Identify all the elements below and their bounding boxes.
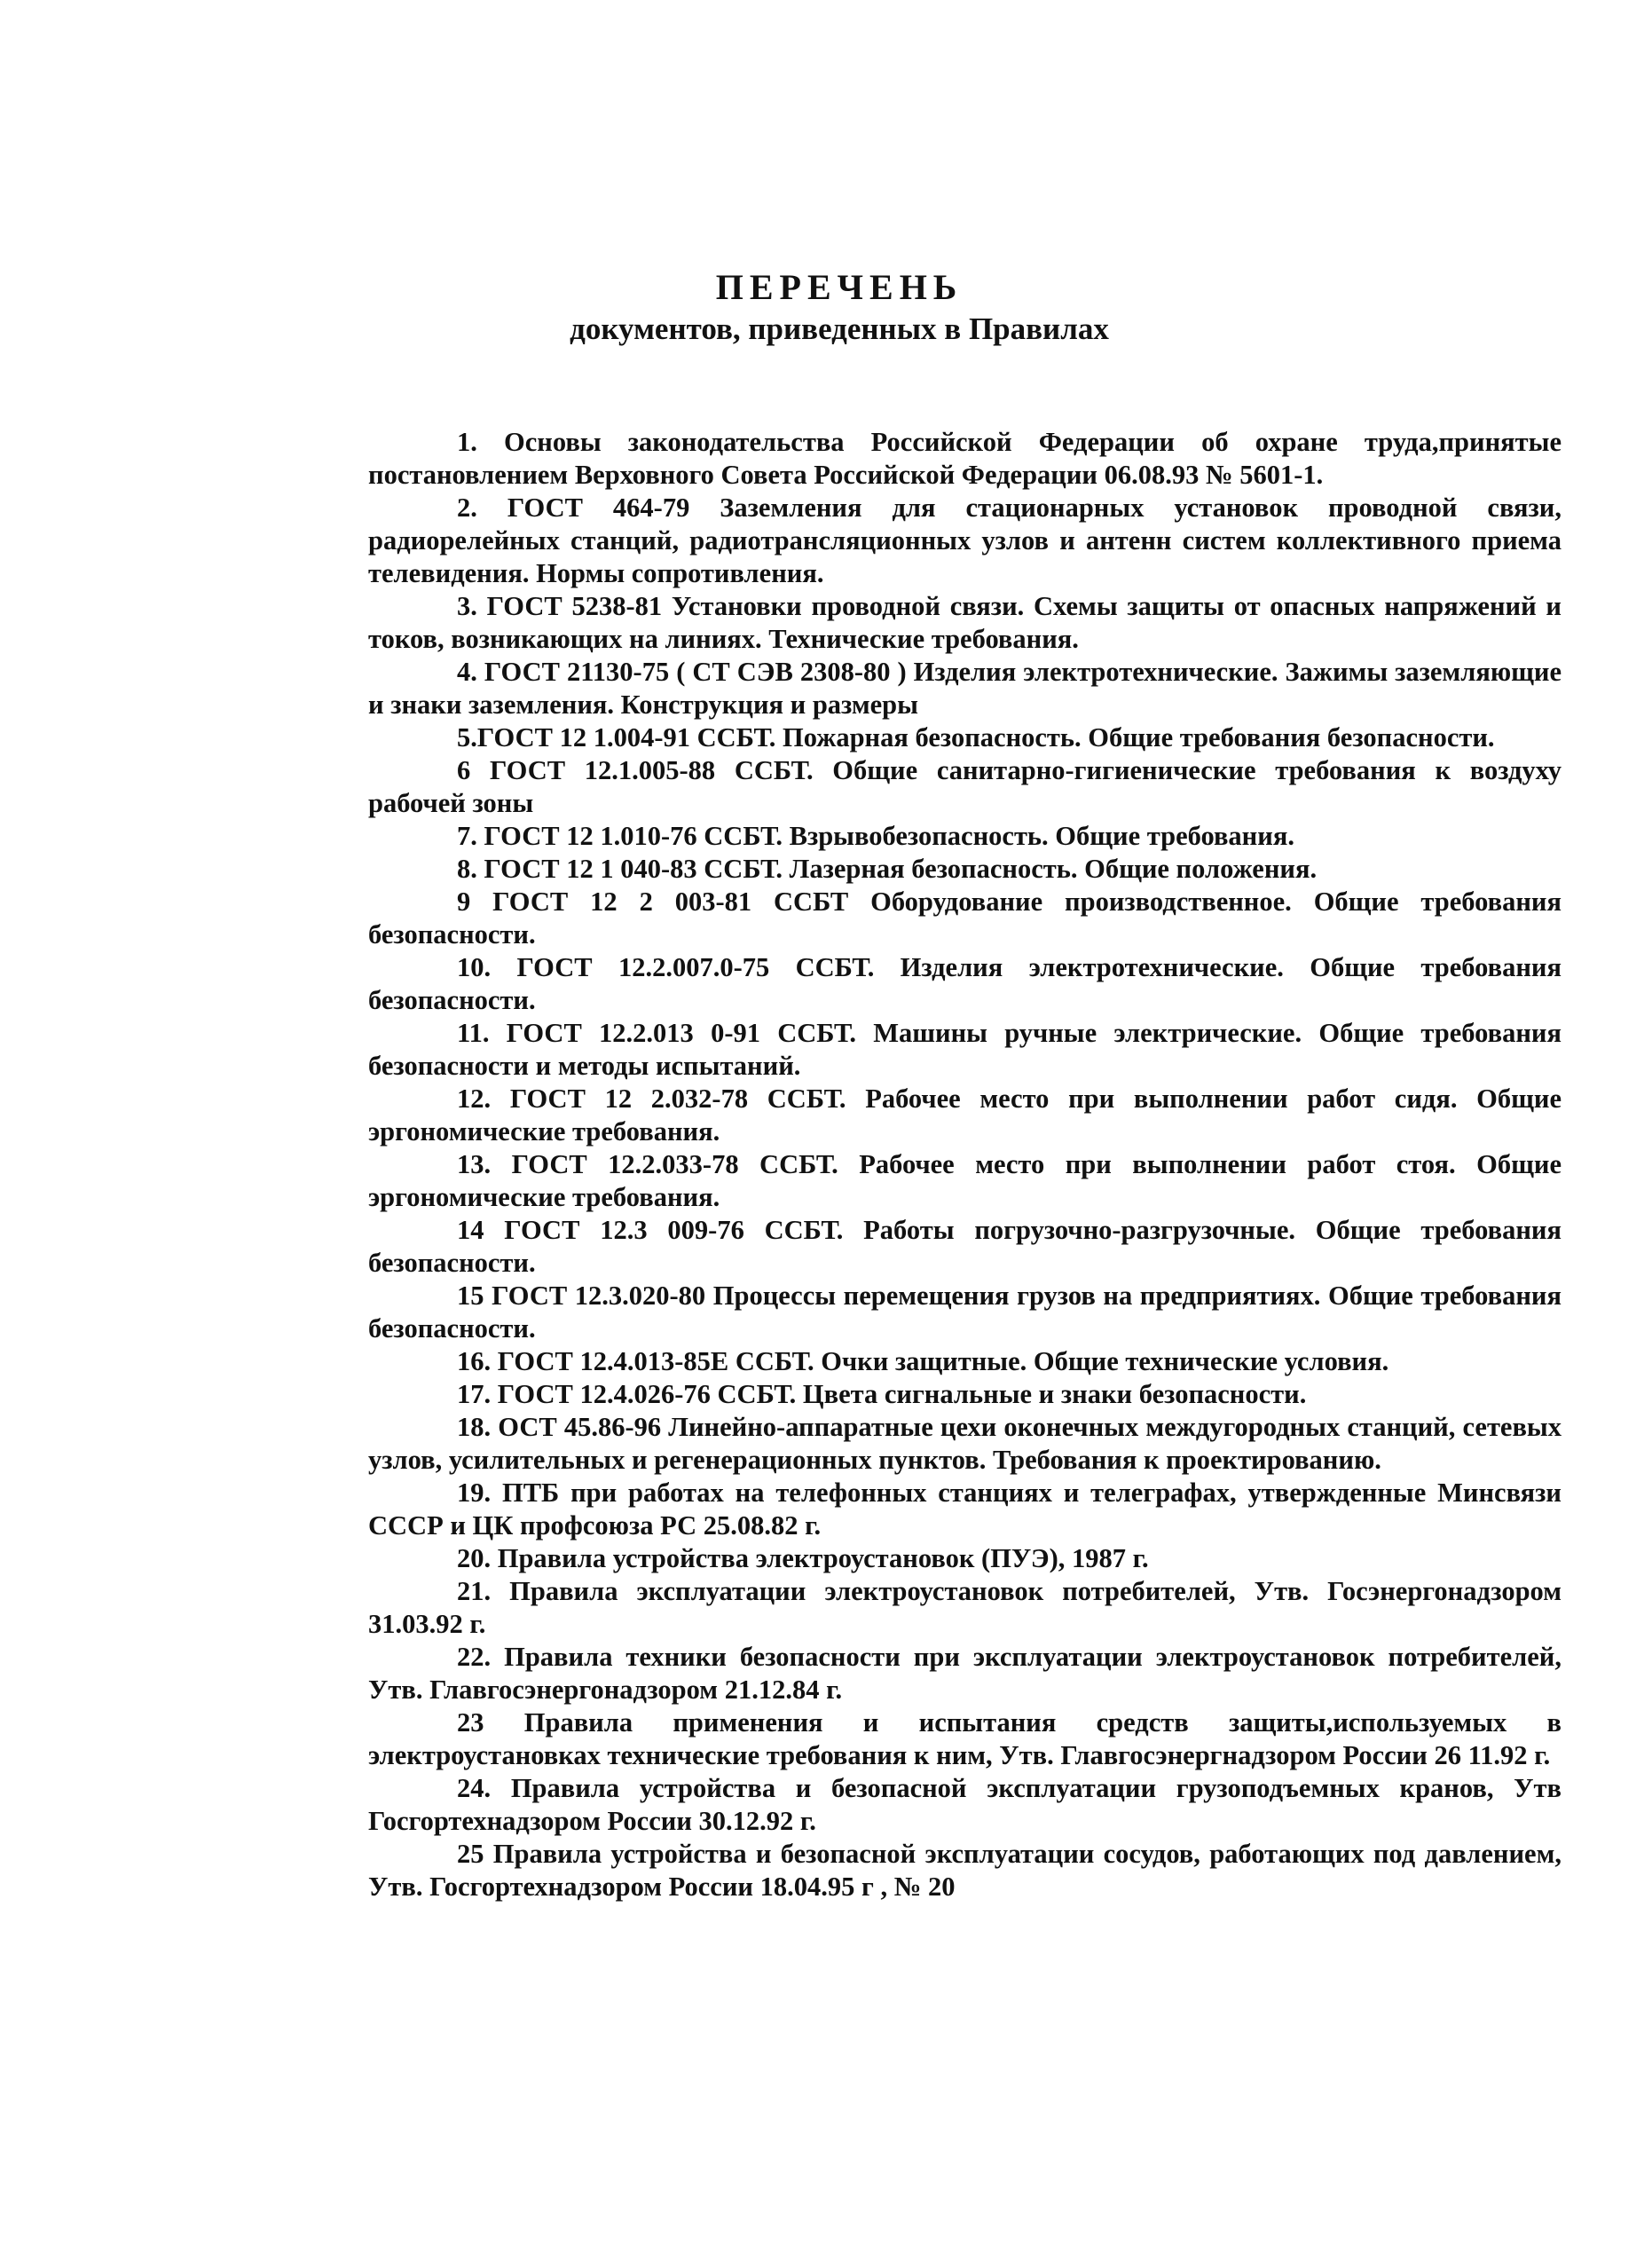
list-item: 1. Основы законодательства Российской Федерации об охране труда,принятые постановлением Верховного Совета Российской Федерации 06.08.93 № 5601-1. [368,427,1562,490]
list-item: 11. ГОСТ 12.2.013 0-91 ССБТ. Машины ручные электрические. Общие требования безопасности и методы испытаний. [368,1018,1562,1081]
document-list [368,426,1562,1903]
list-item: 3. ГОСТ 5238-81 Установки проводной связи. Схемы защиты от опасных напряжений и токов, возникающих на линиях. Технические требования. [368,591,1562,654]
list-item: 19. ПТБ при работах на телефонных станциях и телеграфах, утвержденные Минсвязи СССР и ЦК профсоюза РС 25.08.82 г. [368,1478,1562,1541]
list-item: 12. ГОСТ 12 2.032-78 ССБТ. Рабочее место при выполнении работ сидя. Общие эргономические требования. [368,1084,1562,1147]
list-item: 9 ГОСТ 12 2 003-81 ССБТ Оборудование производственное. Общие требования безопасности. [368,887,1562,950]
list-item: 14 ГОСТ 12.3 009-76 ССБТ. Работы погрузочно-разгрузочные. Общие требования безопасности. [368,1215,1562,1278]
list-item: 13. ГОСТ 12.2.033-78 ССБТ. Рабочее место при выполнении работ стоя. Общие эргономические требования. [368,1149,1562,1212]
list-item: 8. ГОСТ 12 1 040-83 ССБТ. Лазерная безопасность. Общие положения. [457,854,1318,884]
list-item: 10. ГОСТ 12.2.007.0-75 ССБТ. Изделия электротехнические. Общие требования безопасности. [368,952,1562,1015]
list-item: 18. ОСТ 45.86-96 Линейно-аппаратные цехи оконечных междугородных станций, сетевых узлов, усилительных и регенерационных пунктов. Требования к проектированию. [368,1412,1562,1475]
list-item: 7. ГОСТ 12 1.010-76 ССБТ. Взрывобезопасность. Общие требования. [457,821,1294,851]
header [0,266,1652,350]
list-item: 15 ГОСТ 12.3.020-80 Процессы перемещения грузов на предприятиях. Общие требования безопасности. [368,1281,1562,1344]
list-item: 21. Правила эксплуатации электроустановок потребителей, Утв. Госэнергонадзором 31.03.92 г. [368,1576,1562,1639]
list-item: 20. Правила устройства электроустановок (ПУЭ), 1987 г. [457,1543,1149,1573]
page-title: ПЕРЕЧЕНЬ [715,267,964,307]
list-item: 23 Правила применения и испытания средств защиты,используемых в электроустановках технические требования к ним, Утв. Главгосэнергнадзором России 26 11.92 г. [368,1707,1562,1770]
list-item: 24. Правила устройства и безопасной эксплуатации грузоподъемных кранов, Утв Госгортехнадзором России 30.12.92 г. [368,1773,1562,1836]
list-item: 4. ГОСТ 21130-75 ( СТ СЭВ 2308-80 ) Изделия электротехнические. Зажимы заземляющие и знаки заземления. Конструкция и размеры [368,657,1562,720]
list-item: 6 ГОСТ 12.1.005-88 ССБТ. Общие санитарно-гигиенические требования к воздуху рабочей зоны [368,755,1562,818]
list-item: 17. ГОСТ 12.4.026-76 ССБТ. Цвета сигнальные и знаки безопасности. [457,1379,1307,1409]
list-item: 25 Правила устройства и безопасной эксплуатации сосудов, работающих под давлением, Утв. Госгортехнадзором России 18.04.95 г , № 20 [368,1839,1562,1902]
list-item: 16. ГОСТ 12.4.013-85Е ССБТ. Очки защитные. Общие технические условия. [457,1346,1389,1376]
list-item: 5.ГОСТ 12 1.004-91 ССБТ. Пожарная безопасность. Общие требования безопасности. [457,722,1495,753]
page-subtitle: документов, приведенных в Правилах [570,311,1109,346]
list-item: 2. ГОСТ 464-79 Заземления для стационарных установок проводной связи, радиорелейных станций, радиотрансляционных узлов и антенн систем коллективного приема телевидения. Нормы сопротивления. [368,493,1562,588]
list-item: 22. Правила техники безопасности при эксплуатации электроустановок потребителей, Утв. Главгосэнергонадзором 21.12.84 г. [368,1642,1562,1705]
